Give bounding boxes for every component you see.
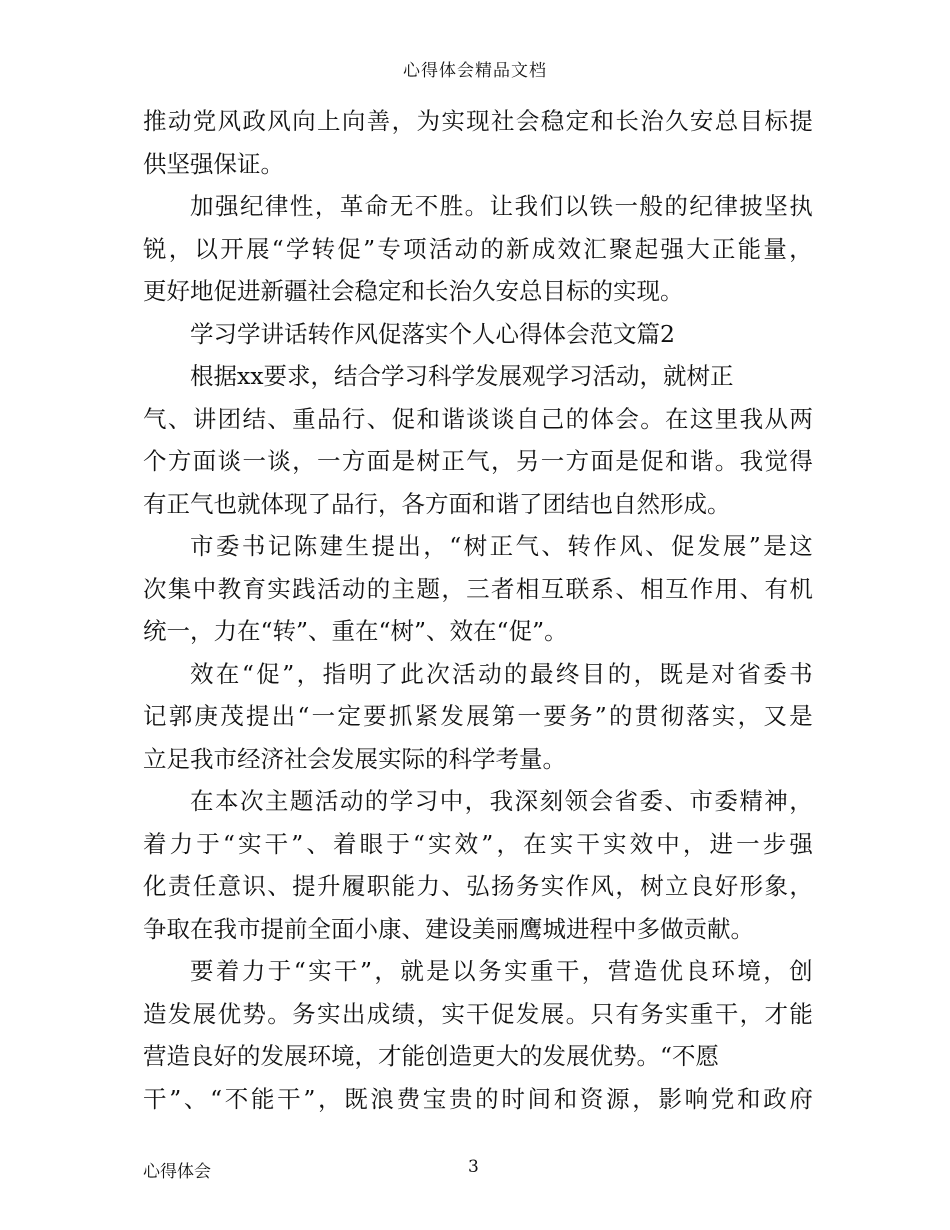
text-line: 推 动 党 风 政 风 向 上 向 善 ， 为 实 现 社 会 稳 定 和 长 治 久 安 总 目 标 提	[143, 107, 813, 135]
text-line: 加 强 纪 律 性 ， 革 命 无 不 胜 。 让 我 们 以 铁 一 般 的 纪 律 披 坚 执	[190, 192, 813, 220]
text-line: 有正气也就体现了品行，各方面和谐了团结也自然形成。	[143, 489, 731, 518]
text-line: 供坚强保证。	[143, 149, 284, 178]
text-line: 学习学讲话转作风促落实个人心得体会范文篇2	[190, 319, 675, 348]
text-line: 在 本 次 主 题 活 动 的 学 习 中 ， 我 深 刻 领 会 省 委 、 市 委 精 神 ，	[190, 787, 813, 815]
text-line: 造 发 展 优 势 。 务 实 出 成 绩 ， 实 干 促 发 展 。 只 有 务 实 重 干 ， 才 能	[143, 999, 813, 1028]
text-line: 争取在我市提前全面小康、建设美丽鹰城进程中多做贡献。	[143, 914, 754, 943]
text-line: 着 力 于 “ 实 干 ” 、 着 眼 于 “ 实 效 ” ， 在 实 干 实 效 中 ， 进 一 步 强	[143, 829, 813, 858]
page-header: 心得体会精品文档	[403, 61, 547, 81]
text-line: 市 委 书 记 陈 建 生 提 出 ， “ 树 正 气 、 转 作 风 、 促 发 展 ” 是 这	[190, 532, 813, 560]
page-number: 3	[468, 1157, 479, 1177]
text-line: 立足我市经济社会发展实际的科学考量。	[143, 744, 566, 773]
text-line: 统一，力在“转”、重在“树”、效在“促”。	[143, 617, 568, 645]
text-line: 锐 ， 以 开 展 “ 学 转 促 ” 专 项 活 动 的 新 成 效 汇 聚 起 强 大 正 能 量 ，	[143, 234, 813, 263]
text-line: 效 在 “ 促 ” ， 指 明 了 此 次 活 动 的 最 终 目 的 ， 既 是 对 省 委 书	[190, 659, 813, 688]
text-line: 要 着 力 于 “ 实 干 ” ， 就 是 以 务 实 重 干 ， 营 造 优 良 环 境 ， 创	[190, 957, 813, 985]
text-line: 营造良好的发展环境，才能创造更大的发展优势。“不愿	[143, 1042, 720, 1070]
text-line: 干 ” 、 “ 不 能 干 ” ， 既 浪 费 宝 贵 的 时 间 和 资 源 ， 影 响 党 和 政 府	[143, 1084, 813, 1113]
text-line: 根据xx要求，结合学习科学发展观学习活动，就树正	[190, 362, 734, 390]
text-line: 次 集 中 教 育 实 践 活 动 的 主 题 ， 三 者 相 互 联 系 、 相 互 作 用 、 有 机	[143, 574, 813, 603]
text-line: 记 郭 庚 茂 提 出 “ 一 定 要 抓 紧 发 展 第 一 要 务 ” 的 贯 彻 落 实 ， 又 是	[143, 702, 813, 730]
document-body	[143, 100, 813, 1120]
text-line: 气 、 讲 团 结 、 重 品 行 、 促 和 谐 谈 谈 自 己 的 体 会 。 在 这 里 我 从 两	[143, 404, 813, 433]
text-line: 个 方 面 谈 一 谈 ， 一 方 面 是 树 正 气 ， 另 一 方 面 是 促 和 谐 。 我 觉 得	[143, 447, 813, 475]
text-line: 化 责 任 意 识 、 提 升 履 职 能 力 、 弘 扬 务 实 作 风 ， 树 立 良 好 形 象 ，	[143, 872, 813, 900]
text-line: 更好地促进新疆社会稳定和长治久安总目标的实现。	[143, 277, 684, 305]
footer-label: 心得体会	[143, 1162, 211, 1182]
